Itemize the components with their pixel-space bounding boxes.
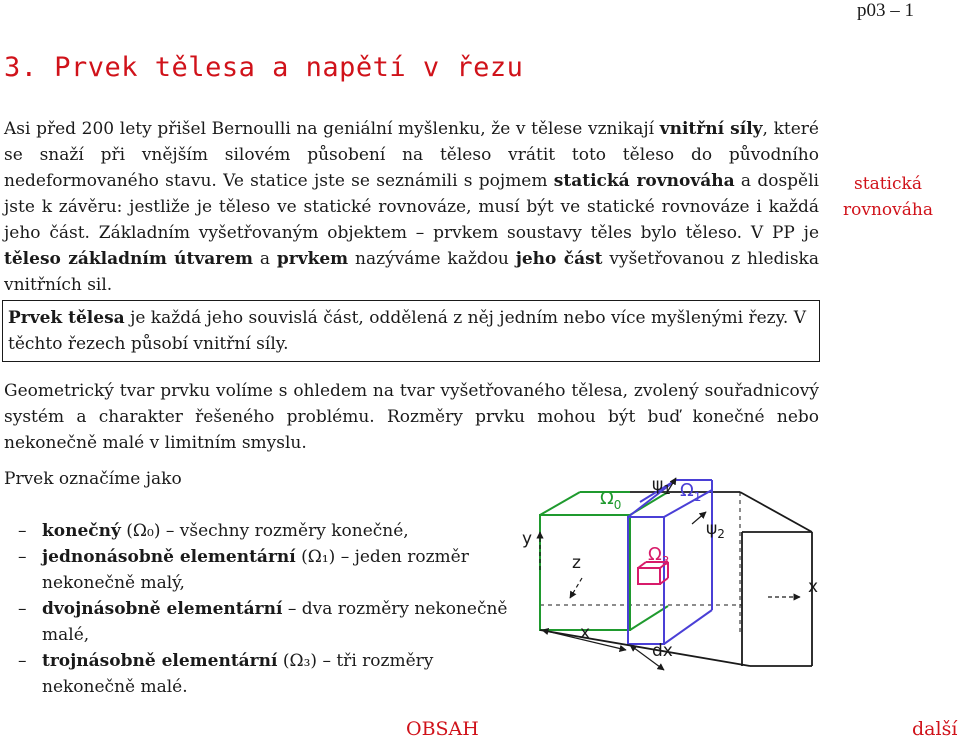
- list-term: jednonásobně elementární: [42, 547, 296, 567]
- list-dash: –: [18, 521, 27, 541]
- omega1-label: $\Omega_1$: [680, 480, 702, 504]
- next-link[interactable]: další: [912, 718, 958, 740]
- omega3-label: $\Omega_3$: [648, 544, 670, 568]
- list-text: (Ω₃) – tři rozměry nekonečně malé.: [42, 651, 434, 697]
- list-text: (Ω₀) – všechny rozměry konečné,: [120, 521, 409, 541]
- list-item: [0, 518, 510, 544]
- definition-term: Prvek tělesa: [8, 308, 125, 328]
- list-term: konečný: [42, 521, 121, 541]
- list-intro: Prvek označíme jako: [4, 469, 182, 489]
- bold-term: jeho část: [515, 249, 603, 269]
- text-run: Asi před 200 lety přišel Bernoulli na geniální myšlenku, že v tělese vznikají: [4, 119, 660, 139]
- omega1-element: [628, 480, 712, 644]
- psi2-label: $\psi_2$: [706, 519, 725, 541]
- geometry-paragraph: Geometrický tvar prvku volíme s ohledem na tvar vyšetřovaného tělesa, zvolený souřadnicový systém a charakter řešeného problému. Rozměry prvku mohou být buď konečné nebo nekonečně malé v limitním smyslu.: [4, 381, 819, 453]
- psi1-label: $\psi_1$: [652, 475, 671, 497]
- page-number: p03 – 1: [857, 0, 914, 21]
- list-term: trojnásobně elementární: [42, 651, 278, 671]
- list-text: (Ω₁) – jeden rozměr nekonečně malý,: [42, 547, 469, 593]
- text-run: a dospěli jste k závěru: jestliže je těleso ve statické rovnováze, musí být ve statické rovnováze i každá jeho část. Základním vyšetřovaným objektem – prvkem soustavy těles bylo těleso. V PP je: [4, 171, 819, 243]
- list-dash: –: [18, 651, 27, 671]
- text-run: nazýváme každou: [348, 249, 516, 269]
- bold-term: statická rovnováha: [553, 171, 735, 191]
- text-run: a: [253, 249, 277, 269]
- definition-box: [2, 300, 820, 362]
- dimension-dx-label: dx: [652, 641, 673, 661]
- list-dash: –: [18, 599, 27, 619]
- list-item: [0, 544, 510, 596]
- axis-y-label: y: [522, 529, 533, 549]
- section-title: 3. Prvek tělesa a napětí v řezu: [4, 52, 524, 83]
- text-run: vyšetřovanou z hlediska vnitřních sil.: [4, 249, 819, 295]
- omega0-label: $\Omega_0$: [600, 488, 622, 512]
- list-item: [0, 648, 510, 700]
- axis-z-label: z: [572, 553, 581, 573]
- element-types-list: [0, 518, 510, 700]
- intro-paragraph: [4, 116, 819, 298]
- definition-text: je každá jeho souvislá část, oddělená z něj jedním nebo více myšlenými řezy. V těchto řezech působí vnitřní síly.: [8, 308, 807, 354]
- text-run: , které se snaží při vnějším silovém působení na těleso vrátit toto těleso do původního nedeformovaného stavu. Ve statice jste se seznámili s pojmem: [4, 119, 819, 191]
- bold-term: prvkem: [276, 249, 349, 269]
- list-item: [0, 596, 510, 648]
- margin-note: [833, 171, 943, 223]
- body-element-diagram: [500, 460, 830, 685]
- list-dash: –: [18, 547, 27, 567]
- bold-term: těleso základním útvarem: [4, 249, 254, 269]
- axis-x-label: x: [808, 577, 819, 597]
- bold-term: vnitřní síly: [659, 119, 763, 139]
- dimension-x-label: x: [580, 623, 591, 643]
- list-text: – dva rozměry nekonečně malé,: [42, 599, 508, 645]
- list-term: dvojnásobně elementární: [42, 599, 283, 619]
- margin-note-line: statická: [854, 174, 922, 194]
- margin-note-line: rovnováha: [843, 200, 933, 220]
- contents-link[interactable]: OBSAH: [406, 718, 479, 740]
